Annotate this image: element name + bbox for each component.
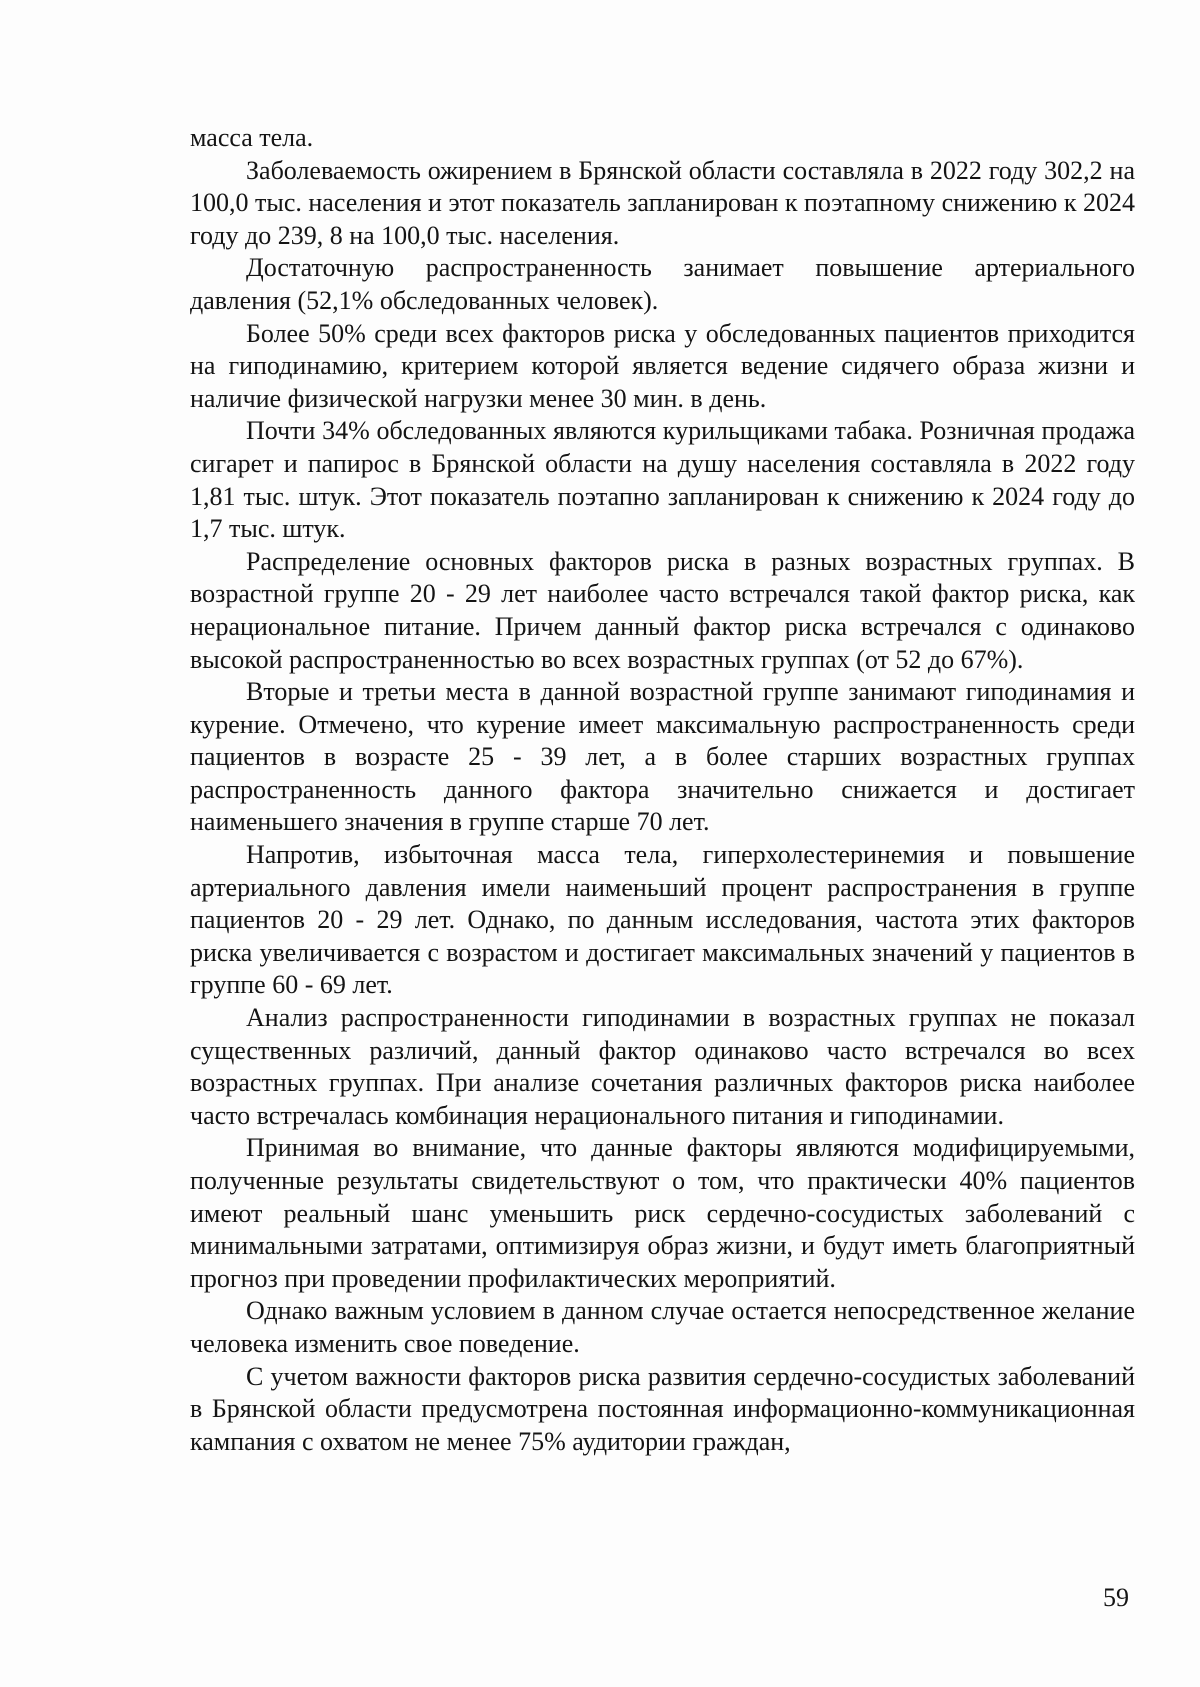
paragraph-excess-weight: Напротив, избыточная масса тела, гиперхолестеринемия и повышение артериального давления имели наименьший процент распространения в группе пациентов 20 - 29 лет. Однако, по данным исследования, частота этих факторов риска увеличивается с возрастом и достигает максимальных значений у пациентов в группе 60 - 69 лет. [190,840,1135,1000]
paragraph-modifiable-factors: Принимая во внимание, что данные факторы являются модифицируемыми, полученные результаты свидетельствуют о том, что практически 40% пациентов имеют реальный шанс уменьшить риск сердечно-сосудистых заболеваний с минимальными затратами, оптимизируя образ жизни, и будут иметь благоприятный прогноз при проведении профилактических мероприятий. [190,1133,1135,1293]
paragraph-second-third-places: Вторые и третьи места в данной возрастной группе занимают гиподинамия и курение. Отмечено, что курение имеет максимальную распространенность среди пациентов в возрасте 25 - 39 лет, а в более старших возрастных группах распространенность данного фактора значительно снижается и достигает наименьшего значения в группе старше 70 лет. [190,677,1135,837]
paragraph-age-groups: Распределение основных факторов риска в разных возрастных группах. В возрастной группе 20 - 29 лет наиболее часто встречался такой фактор риска, как нерациональное питание. Причем данный фактор риска встречался с одинаково высокой распространенностью во всех возрастных группах (от 52 до 67%). [190,546,1135,674]
paragraph-continuation: масса тела. [190,123,314,152]
paragraph-blood-pressure: Достаточную распространенность занимает повышение артериального давления (52,1% обследованных человек). [190,253,1135,315]
paragraph-smoking: Почти 34% обследованных являются курильщиками табака. Розничная продажа сигарет и папирос в Брянской области на душу населения составляла в 2022 году 1,81 тыс. штук. Этот показатель поэтапно запланирован к снижению к 2024 году до 1,7 тыс. штук. [190,416,1135,544]
paragraph-hypodynamia-analysis: Анализ распространенности гиподинамии в возрастных группах не показал существенных различий, данный фактор одинаково часто встречался во всех возрастных группах. При анализе сочетания различных факторов риска наиболее часто встречалась комбинация нерационального питания и гиподинамии. [190,1003,1135,1130]
page-number: 59 [1103,1583,1129,1612]
document-body [190,122,1135,1458]
paragraph-information-campaign: С учетом важности факторов риска развития сердечно-сосудистых заболеваний в Брянской области предусмотрена постоянная информационно-коммуникационная кампания с охватом не менее 75% аудитории граждан, [190,1361,1135,1456]
paragraph-hypodynamia: Более 50% среди всех факторов риска у обследованных пациентов приходится на гиподинамию, критерием которой является ведение сидячего образа жизни и наличие физической нагрузки менее 30 мин. в день. [190,318,1135,413]
paragraph-obesity-incidence: Заболеваемость ожирением в Брянской области составляла в 2022 году 302,2 на 100,0 тыс. населения и этот показатель запланирован к поэтапному снижению к 2024 году до 239, 8 на 100,0 тыс. населения. [190,155,1135,250]
paragraph-behavior-change: Однако важным условием в данном случае остается непосредственное желание человека изменить свое поведение. [190,1296,1135,1358]
